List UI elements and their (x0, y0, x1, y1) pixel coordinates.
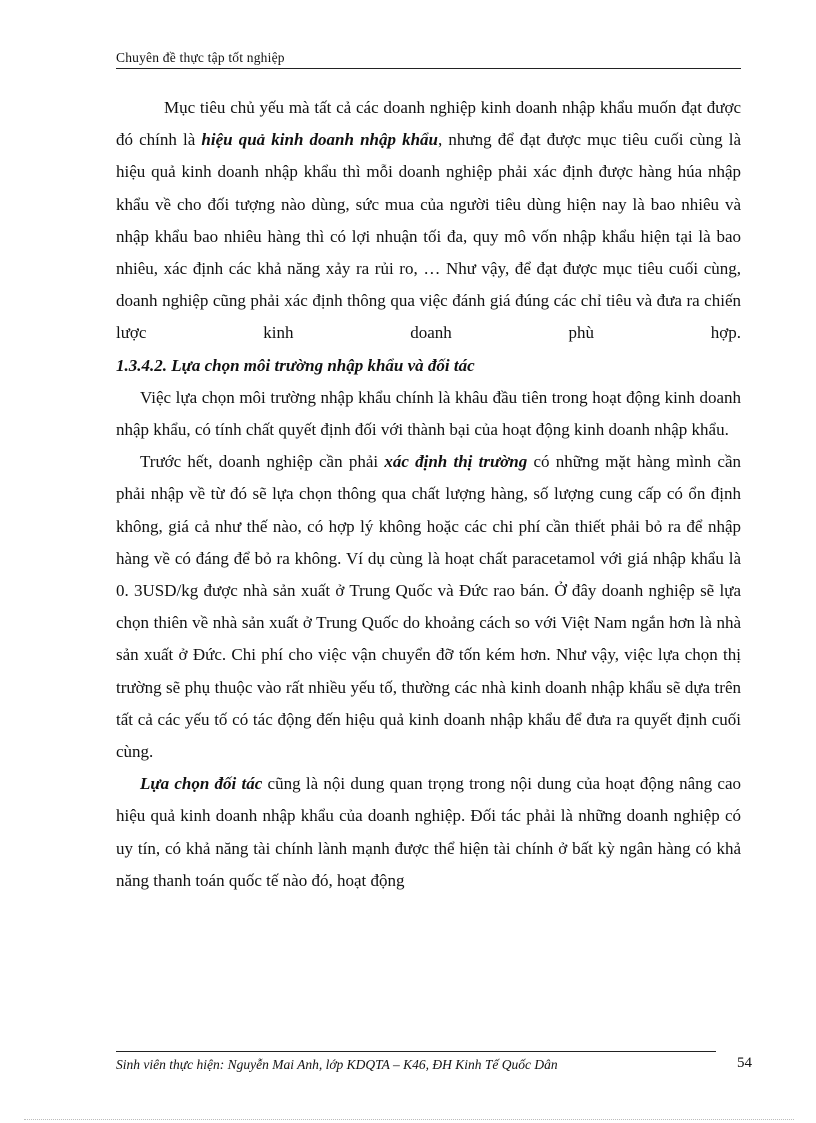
emphasis-determine-market: xác định thị trường (384, 452, 528, 472)
header-divider (116, 68, 741, 69)
paragraph-objective-text-b: , nhưng để đạt được mục tiêu cuối cùng là hiệu quả kinh doanh nhập khẩu thì mỗi doanh nghiệp phải xác định được hàng húa nhập khẩu về cho đối tượng nào dùng, sức mua của người tiêu dùng hiện nay là bao nhiêu và nhập khẩu bao nhiêu hàng thì có lợi nhuận tối đa, quy mô vốn nhập khẩu hiện tại là bao nhiêu, xác định các khả năng xảy ra rủi ro, … Như vậy, để đạt được mục tiêu cuối cùng, doanh nghiệp cũng phải xác định thông qua việc đánh giá đúng các chỉ tiêu và đưa ra chiến lược kinh doanh phù hợp. (116, 130, 741, 343)
emphasis-partner-selection: Lựa chọn đối tác (140, 774, 263, 794)
footer-author: Sinh viên thực hiện: Nguyễn Mai Anh, lớp KDQTA – K46, ĐH Kinh Tế Quốc Dân (116, 1057, 558, 1072)
paragraph-determine-market-text-b: có những mặt hàng mình cần phải nhập về từ đó sẽ lựa chọn thông qua chất lượng hàng, số lượng cung cấp có ổn định không, giá cả như thế nào, có hợp lý không hoặc các chi phí cần thiết phải bỏ ra để nhập hàng về có đáng để bỏ ra không. Ví dụ cùng là hoạt chất paracetamol với giá nhập khẩu là 0. 3USD/kg được nhà sản xuất ở Trung Quốc và Đức rao bán. Ở đây doanh nghiệp sẽ lựa chọn thiên về nhà sản xuất ở Trung Quốc do khoảng cách so với Việt Nam ngắn hơn là nhà sản xuất ở Đức. Chi phí cho việc vận chuyển đỡ tốn kém hơn. Như vậy, việc lựa chọn thị trường sẽ phụ thuộc vào rất nhiều yếu tố, thường các nhà kinh doanh nhập khẩu sẽ dựa trên tất cả các yếu tố có tác động đến hiệu quả kinh doanh nhập khẩu để đưa ra quyết định cuối cùng. (116, 452, 741, 762)
page-body (116, 92, 741, 897)
section-heading: 1.3.4.2. Lựa chọn môi trường nhập khẩu và đối tác (116, 355, 475, 375)
paragraph-determine-market (116, 446, 741, 768)
paragraph-determine-market-text-a: Trước hết, doanh nghiệp cần phải (140, 452, 385, 472)
emphasis-import-efficiency: hiệu quả kinh doanh nhập khẩu (201, 130, 439, 150)
paragraph-partner-selection (116, 768, 741, 897)
page-number: 54 (737, 1055, 752, 1071)
page-bottom-border (24, 1119, 794, 1120)
footer-divider (116, 1051, 716, 1052)
paragraph-partner-selection-text: cũng là nội dung quan trọng trong nội dung của hoạt động nâng cao hiệu quả kinh doanh nhập khẩu của doanh nghiệp. Đối tác phải là những doanh nghiệp có uy tín, có khả năng tài chính lành mạnh được thể hiện tài chính ở bất kỳ ngân hàng có khả năng thanh toán quốc tế nào đó, hoạt động (116, 774, 741, 890)
page-header: Chuyên đề thực tập tốt nghiệp (116, 50, 285, 65)
paragraph-objective-text-a: Mục tiêu chủ yếu mà tất cả các doanh nghiệp kinh doanh nhập khẩu muốn đạt được đó chính là (116, 98, 741, 150)
paragraph-objective (116, 92, 741, 350)
paragraph-market-selection: Việc lựa chọn môi trường nhập khẩu chính là khâu đầu tiên trong hoạt động kinh doanh nhập khẩu, có tính chất quyết định đối với thành bại của hoạt động kinh doanh nhập khẩu. (116, 387, 741, 440)
